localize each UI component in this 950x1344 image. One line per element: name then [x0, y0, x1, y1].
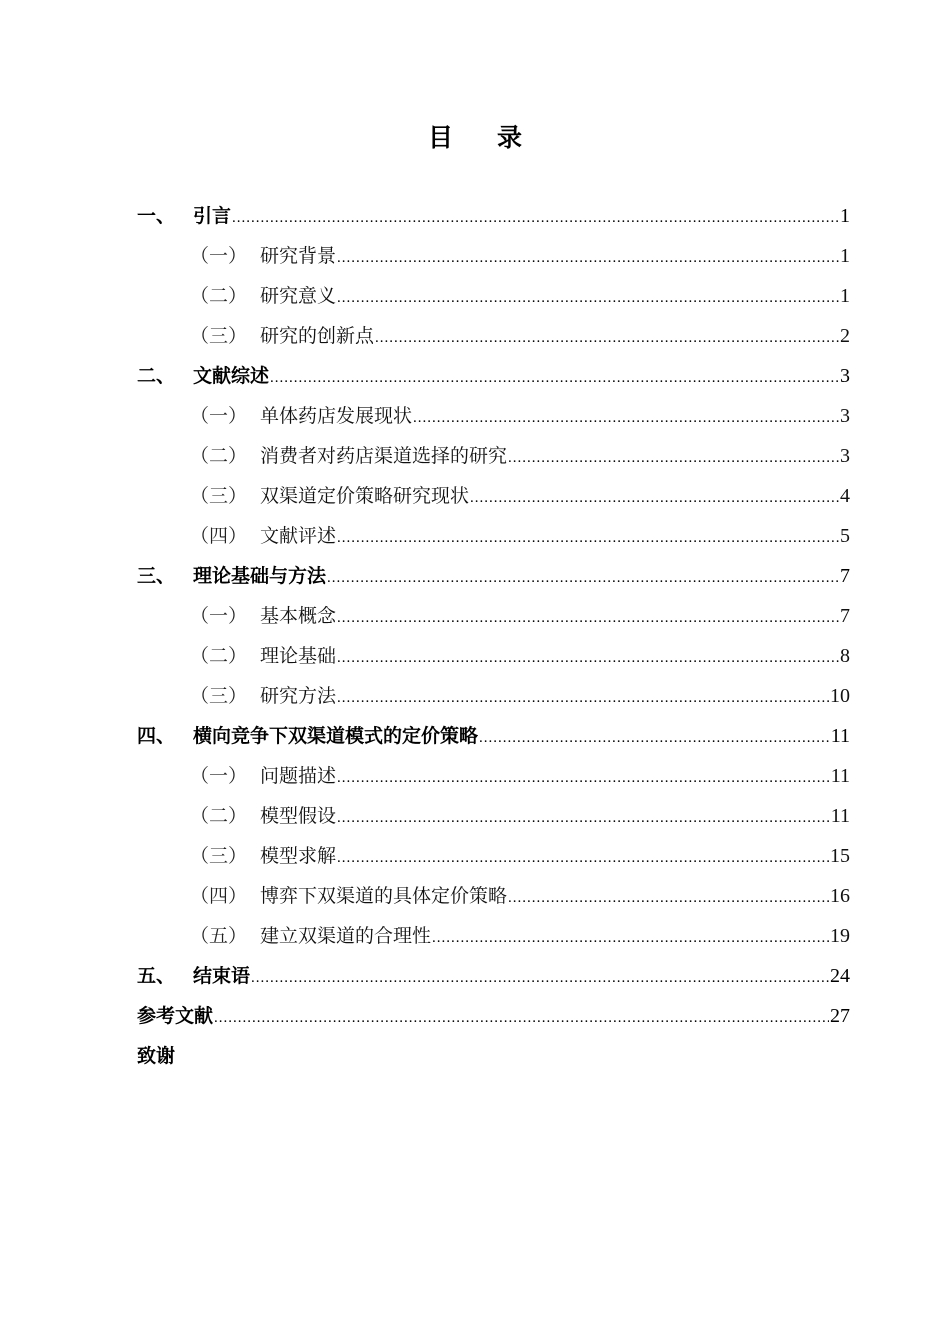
toc-page-number: 8 — [840, 645, 850, 667]
toc-dot-leader — [337, 758, 830, 798]
toc-section-title: 引言 — [193, 205, 232, 227]
toc-subsection[interactable] — [137, 316, 850, 356]
toc-subsection-number: （三） — [190, 325, 248, 347]
toc-page-number: 1 — [840, 205, 850, 227]
toc-dot-leader — [337, 838, 829, 878]
toc-subsection-title: 基本概念 — [260, 605, 337, 627]
title-char-1: 目 — [427, 123, 453, 152]
toc-dot-leader — [375, 318, 839, 358]
toc-subsection[interactable] — [137, 396, 850, 436]
toc-page-number: 2 — [840, 325, 850, 347]
toc-page-number: 11 — [830, 765, 850, 787]
toc-section-title: 致谢 — [137, 1045, 176, 1067]
title-char-2: 录 — [497, 123, 523, 152]
toc-subsection[interactable] — [137, 676, 850, 716]
toc-subsection[interactable] — [137, 756, 850, 796]
toc-subsection-number: （二） — [190, 805, 248, 827]
toc-subsection-number: （一） — [190, 405, 248, 427]
toc-subsection[interactable] — [137, 596, 850, 636]
toc-page-number: 1 — [840, 285, 850, 307]
toc-dot-leader — [337, 238, 839, 278]
toc-page-number: 11 — [830, 725, 850, 747]
toc-page-number: 4 — [840, 485, 850, 507]
toc-subsection-number: （一） — [190, 765, 248, 787]
toc-page-number: 7 — [840, 565, 850, 587]
toc-subsection-number: （三） — [190, 845, 248, 867]
table-of-contents — [137, 196, 850, 1076]
toc-subsection-number: （二） — [190, 645, 248, 667]
toc-dot-leader — [479, 718, 830, 758]
toc-page-number: 10 — [830, 685, 850, 707]
toc-subsection-title: 建立双渠道的合理性 — [260, 925, 432, 947]
toc-section[interactable] — [137, 1036, 850, 1076]
toc-page-number: 7 — [840, 605, 850, 627]
toc-section-title: 理论基础与方法 — [193, 565, 327, 587]
toc-subsection[interactable] — [137, 836, 850, 876]
toc-subsection-title: 消费者对药店渠道选择的研究 — [260, 445, 508, 467]
toc-dot-leader — [337, 678, 829, 718]
toc-dot-leader — [232, 198, 839, 238]
toc-subsection-title: 研究的创新点 — [260, 325, 375, 347]
toc-subsection-number: （一） — [190, 605, 248, 627]
toc-subsection-number: （二） — [190, 445, 248, 467]
toc-section[interactable] — [137, 956, 850, 996]
toc-section[interactable] — [137, 556, 850, 596]
toc-subsection[interactable] — [137, 476, 850, 516]
toc-dot-leader — [432, 918, 829, 958]
toc-subsection-title: 理论基础 — [260, 645, 337, 667]
toc-subsection-title: 模型求解 — [260, 845, 337, 867]
toc-page-number: 16 — [830, 885, 850, 907]
toc-dot-leader — [337, 798, 830, 838]
toc-page-number: 27 — [830, 1005, 850, 1027]
toc-dot-leader — [337, 278, 839, 318]
toc-page-number: 11 — [830, 805, 850, 827]
toc-page-number: 5 — [840, 525, 850, 547]
toc-subsection-number: （二） — [190, 285, 248, 307]
toc-dot-leader — [337, 518, 839, 558]
toc-page-number: 1 — [840, 245, 850, 267]
toc-section-number: 二、 — [137, 365, 176, 387]
toc-section-title: 横向竞争下双渠道模式的定价策略 — [193, 725, 479, 747]
toc-subsection[interactable] — [137, 636, 850, 676]
toc-section-title: 文献综述 — [193, 365, 270, 387]
toc-page-number: 3 — [840, 365, 850, 387]
toc-subsection[interactable] — [137, 796, 850, 836]
toc-dot-leader — [413, 398, 839, 438]
toc-dot-leader — [337, 638, 839, 678]
toc-subsection-title: 单体药店发展现状 — [260, 405, 413, 427]
toc-section-number: 三、 — [137, 565, 176, 587]
toc-subsection[interactable] — [137, 516, 850, 556]
toc-subsection-title: 研究意义 — [260, 285, 337, 307]
page-title — [0, 118, 950, 154]
toc-subsection[interactable] — [137, 276, 850, 316]
toc-page-number: 3 — [840, 405, 850, 427]
toc-section-title: 参考文献 — [137, 1005, 214, 1027]
toc-subsection-number: （一） — [190, 245, 248, 267]
toc-subsection[interactable] — [137, 876, 850, 916]
toc-subsection-title: 研究方法 — [260, 685, 337, 707]
toc-subsection-number: （四） — [190, 525, 248, 547]
toc-dot-leader — [470, 478, 839, 518]
toc-subsection[interactable] — [137, 436, 850, 476]
toc-subsection-number: （三） — [190, 685, 248, 707]
toc-section-title: 结束语 — [193, 965, 251, 987]
toc-subsection-title: 文献评述 — [260, 525, 337, 547]
toc-section-number: 四、 — [137, 725, 176, 747]
toc-subsection-title: 双渠道定价策略研究现状 — [260, 485, 470, 507]
toc-dot-leader — [214, 998, 829, 1038]
toc-section[interactable] — [137, 196, 850, 236]
toc-subsection-title: 模型假设 — [260, 805, 337, 827]
toc-dot-leader — [508, 878, 829, 918]
toc-page-number: 19 — [830, 925, 850, 947]
toc-subsection-title: 问题描述 — [260, 765, 337, 787]
toc-section[interactable] — [137, 996, 850, 1036]
toc-section[interactable] — [137, 716, 850, 756]
toc-subsection-number: （三） — [190, 485, 248, 507]
toc-dot-leader — [251, 958, 829, 998]
toc-dot-leader — [270, 358, 839, 398]
toc-section-number: 一、 — [137, 205, 176, 227]
toc-subsection-number: （四） — [190, 885, 248, 907]
toc-subsection[interactable] — [137, 236, 850, 276]
toc-subsection[interactable] — [137, 916, 850, 956]
toc-section-number: 五、 — [137, 965, 176, 987]
toc-dot-leader — [337, 598, 839, 638]
toc-dot-leader — [508, 438, 839, 478]
toc-page-number: 15 — [830, 845, 850, 867]
toc-page-number: 24 — [830, 965, 850, 987]
toc-page-number: 3 — [840, 445, 850, 467]
toc-subsection-title: 研究背景 — [260, 245, 337, 267]
toc-section[interactable] — [137, 356, 850, 396]
toc-dot-leader — [327, 558, 839, 598]
toc-subsection-title: 博弈下双渠道的具体定价策略 — [260, 885, 508, 907]
toc-subsection-number: （五） — [190, 925, 248, 947]
